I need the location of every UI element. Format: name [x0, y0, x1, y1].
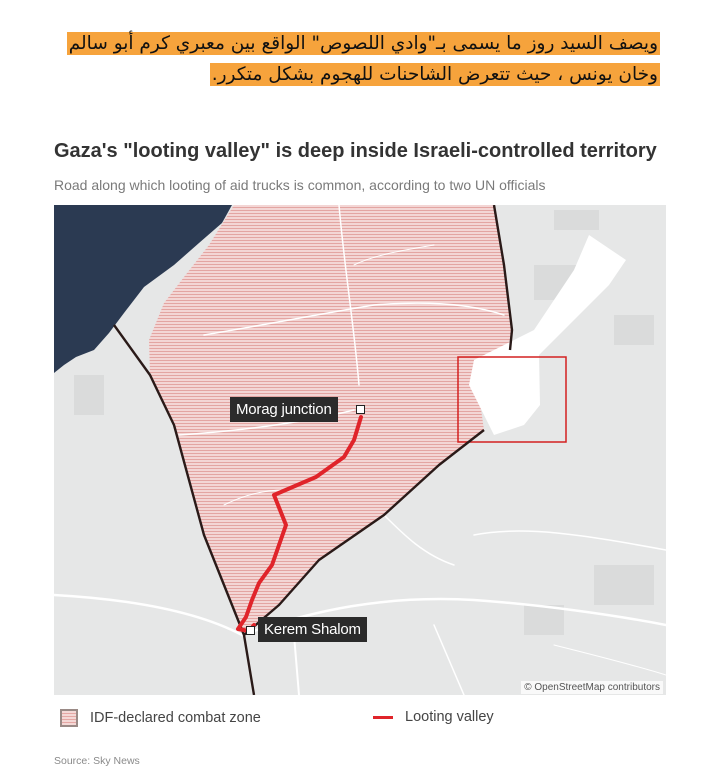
morag-junction-marker	[356, 405, 365, 414]
legend-label: IDF-declared combat zone	[90, 710, 261, 726]
map-attribution[interactable]: © OpenStreetMap contributors	[521, 681, 663, 694]
legend-item-looting-valley	[373, 709, 494, 725]
map	[54, 205, 666, 695]
legend-label: Looting valley	[405, 709, 494, 725]
kerem-shalom-label: Kerem Shalom	[258, 617, 367, 642]
source-credit: Source: Sky News	[54, 755, 140, 767]
legend	[60, 709, 680, 733]
figure-subtitle: Road along which looting of aid trucks is common, according to two UN officials	[54, 177, 546, 193]
figure-title: Gaza's "looting valley" is deep inside Israeli-controlled territory	[54, 140, 657, 162]
caption-text: ويصف السيد روز ما يسمى بـ"وادي اللصوص" الواقع بين معبري كرم أبو سالم وخان يونس ، حيث تتعرض الشاحنات للهجوم بشكل متكرر.	[68, 33, 658, 85]
kerem-shalom-marker	[246, 626, 255, 635]
morag-junction-label: Morag junction	[230, 397, 338, 422]
article-caption	[44, 28, 660, 90]
hatched-square-icon	[60, 709, 78, 727]
legend-item-combat-zone	[60, 709, 261, 727]
red-line-icon	[373, 716, 393, 719]
